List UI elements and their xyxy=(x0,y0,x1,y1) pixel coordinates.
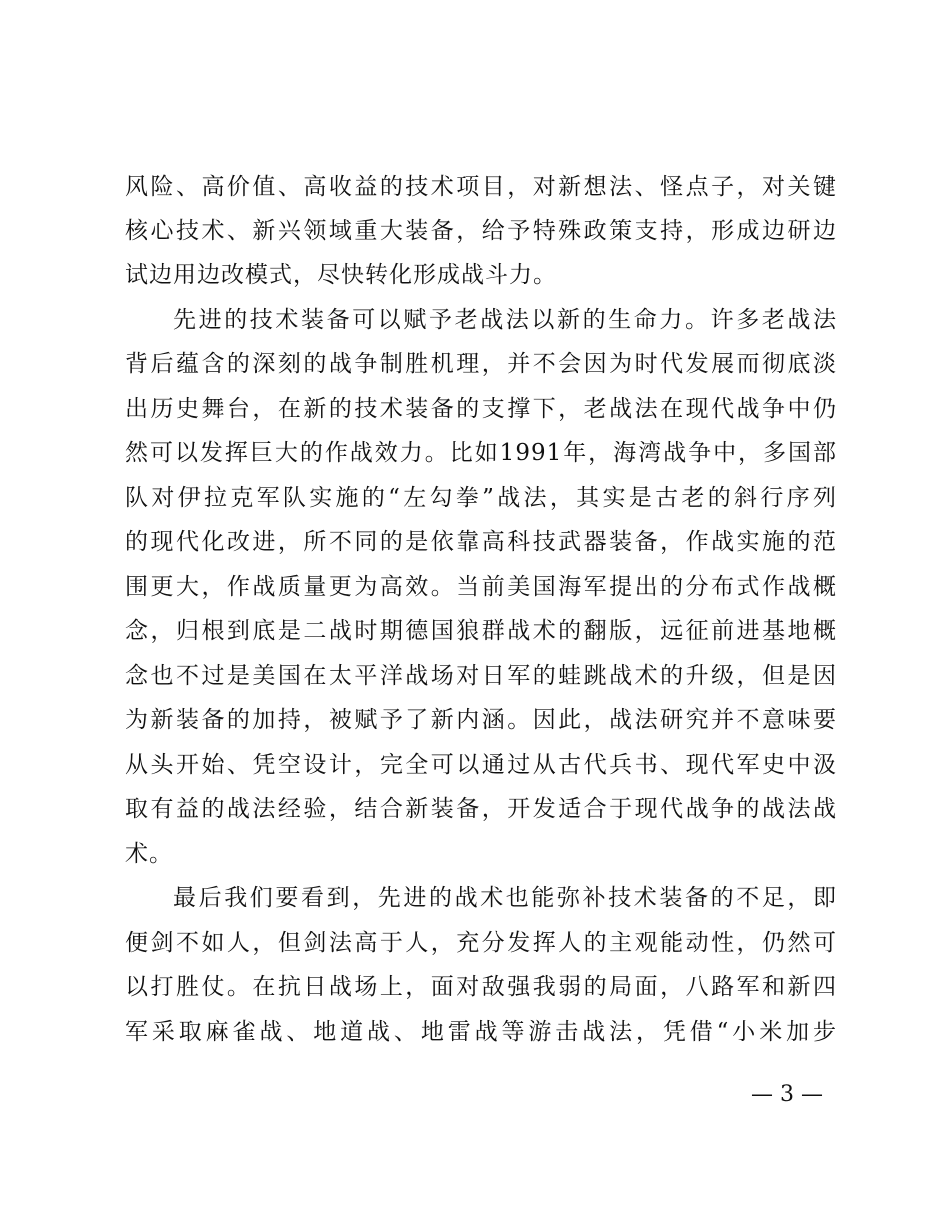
text-line: 从头开始、凭空设计，完全可以通过从古代兵书、现代军史中汲 xyxy=(125,752,837,778)
text-line: 的现代化改进，所不同的是依靠高科技武器装备，作战实施的范 xyxy=(125,529,837,555)
text-line: 便剑不如人，但剑法高于人，充分发挥人的主观能动性，仍然可 xyxy=(125,930,837,956)
text-line: 念，归根到底是二战时期德国狼群战术的翻版，远征前进基地概 xyxy=(125,618,837,644)
text-line: 军采取麻雀战、地道战、地雷战等游击战法，凭借“小米加步 xyxy=(125,1019,837,1045)
page-number: — 3 — xyxy=(751,1082,823,1107)
text-line: 以打胜仗。在抗日战场上，面对敌强我弱的局面，八路军和新四 xyxy=(125,974,837,1000)
text-line: 核心技术、新兴领域重大装备，给予特殊政策支持，形成边研边 xyxy=(125,218,837,244)
text-line: 试边用边改模式，尽快转化形成战斗力。 xyxy=(125,262,557,288)
text-line: 出历史舞台，在新的技术装备的支撑下，老战法在现代战争中仍 xyxy=(125,396,837,422)
text-line: 风险、高价值、高收益的技术项目，对新想法、怪点子，对关键 xyxy=(125,174,837,200)
text-line: 然可以发挥巨大的作战效力。比如1991年，海湾战争中，多国部 xyxy=(125,440,837,466)
text-line: 为新装备的加持，被赋予了新内涵。因此，战法研究并不意味要 xyxy=(125,707,837,733)
text-line: 念也不过是美国在太平洋战场对日军的蛙跳战术的升级，但是因 xyxy=(125,663,837,689)
paragraph-first-line: 最后我们要看到，先进的战术也能弥补技术装备的不足，即 xyxy=(173,885,837,911)
text-line: 围更大，作战质量更为高效。当前美国海军提出的分布式作战概 xyxy=(125,574,837,600)
text-line: 术。 xyxy=(125,841,173,867)
paragraph-first-line: 先进的技术装备可以赋予老战法以新的生命力。许多老战法 xyxy=(173,307,837,333)
text-line: 取有益的战法经验，结合新装备，开发适合于现代战争的战法战 xyxy=(125,796,837,822)
text-line: 背后蕴含的深刻的战争制胜机理，并不会因为时代发展而彻底淡 xyxy=(125,351,837,377)
text-line: 队对伊拉克军队实施的“左勾拳”战法，其实是古老的斜行序列 xyxy=(125,485,837,511)
